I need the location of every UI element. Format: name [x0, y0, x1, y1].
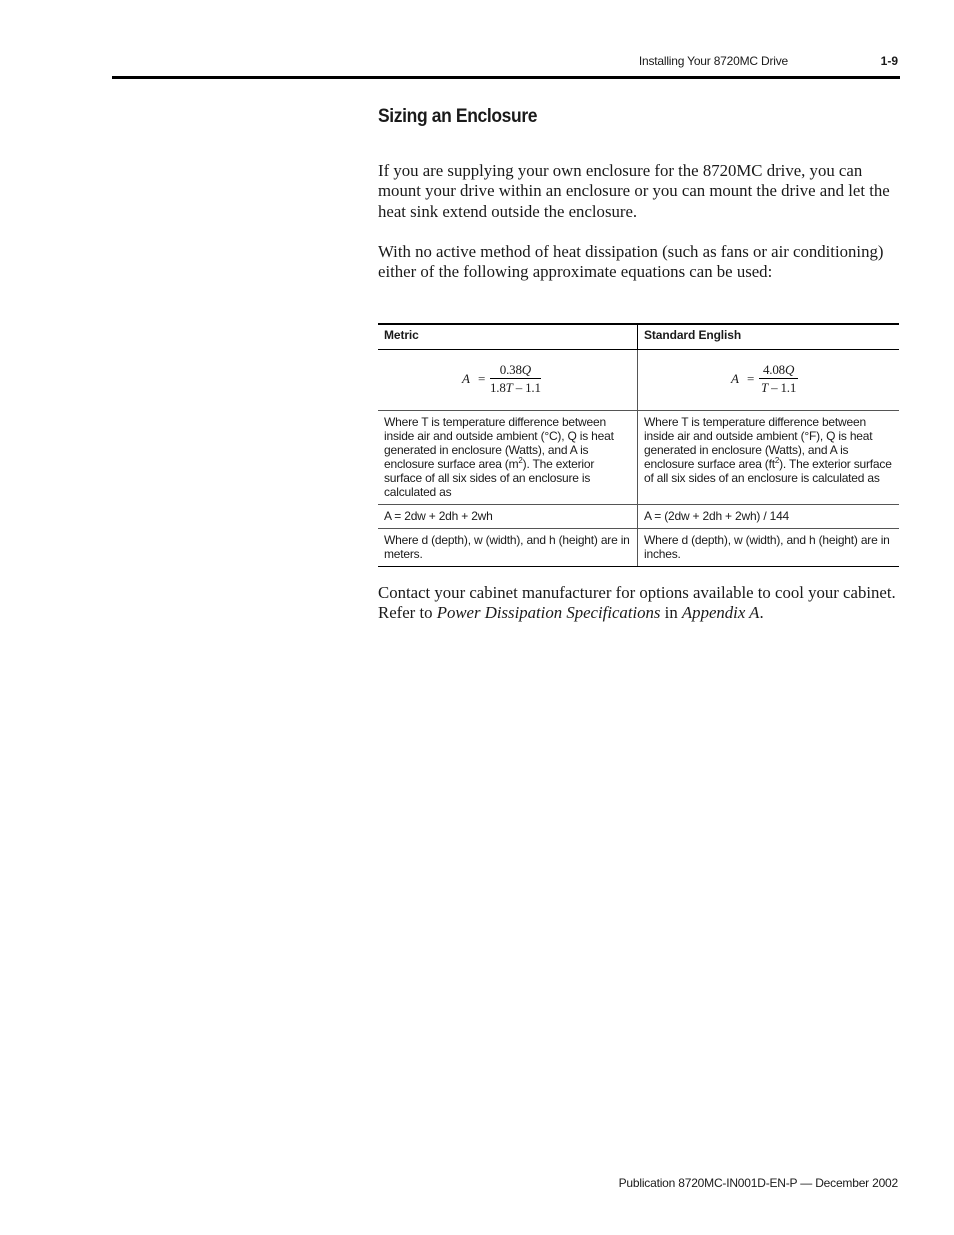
english-superscript: 2	[774, 456, 780, 465]
metric-fraction	[490, 362, 541, 395]
metric-numerator	[490, 362, 541, 379]
page-number: 1-9	[880, 54, 898, 68]
table-header-row	[378, 324, 899, 350]
formula-equals: =	[478, 371, 486, 386]
appendix-reference: Appendix A	[681, 603, 760, 623]
english-fraction	[759, 362, 798, 395]
formula-lhs: A	[731, 371, 739, 386]
header-metric: Metric	[378, 324, 638, 350]
metric-area-cell: A = 2dw + 2dh + 2wh	[378, 505, 638, 529]
english-numerator	[759, 362, 798, 379]
english-units-cell: Where d (depth), w (width), and h (height) are in inches.	[638, 529, 900, 567]
metric-units-cell: Where d (depth), w (width), and h (height) are in meters.	[378, 529, 638, 567]
formula-equals: =	[747, 371, 755, 386]
denominator-rest: – 1.1	[768, 380, 797, 395]
table-row	[378, 505, 899, 529]
metric-superscript: 2	[518, 456, 523, 465]
numerator-variable: Q	[521, 362, 531, 377]
english-denominator	[759, 379, 798, 395]
denominator-variable: T	[505, 380, 513, 395]
running-title: Installing Your 8720MC Drive	[638, 54, 788, 68]
metric-where-text: Where T is temperature difference between inside air and outside ambient (°C), Q is heat generated in enclosure (Watts), and A is enclosure surface area (m	[384, 415, 614, 471]
metric-denominator	[490, 379, 541, 395]
formula-lhs: A	[462, 371, 470, 386]
header-standard-english: Standard English	[638, 324, 900, 350]
english-where-text: Where T is temperature difference between inside air and outside ambient (°F), Q is heat generated in enclosure (Watts), and A is enclosure surface area (ft	[644, 415, 873, 471]
english-formula	[638, 350, 899, 410]
metric-where-cell	[378, 411, 638, 505]
metric-where-text-end: ). The exterior surface of all six sides of an enclosure is calculated as	[384, 457, 595, 499]
power-dissipation-reference: Power Dissipation Specifications	[436, 603, 661, 623]
english-where-cell	[638, 411, 900, 505]
denominator-coefficient: 1.8	[490, 380, 506, 395]
english-formula-cell	[638, 350, 900, 411]
contact-text-end: .	[759, 603, 764, 623]
metric-formula	[378, 350, 637, 410]
contact-text: Contact your cabinet manufacturer for options available to cool your cabinet. Refer to	[378, 583, 896, 623]
denominator-variable: T	[761, 380, 769, 395]
equations-paragraph: With no active method of heat dissipation (such as fans or air conditioning) either of the following approximate equations can be used:	[378, 242, 884, 282]
english-area-cell: A = (2dw + 2dh + 2wh) / 144	[638, 505, 900, 529]
metric-formula-cell	[378, 350, 638, 411]
page-header	[112, 52, 900, 79]
contact-text-mid: in	[660, 603, 682, 623]
table-row	[378, 411, 899, 505]
table-row	[378, 350, 899, 411]
contact-paragraph	[378, 583, 900, 624]
denominator-rest: – 1.1	[512, 380, 541, 395]
numerator-coefficient: 0.38	[499, 362, 522, 377]
numerator-coefficient: 4.08	[763, 362, 785, 377]
english-where-text-end: ). The exterior surface of all six sides of an enclosure is calculated as	[644, 457, 892, 485]
section-title: Sizing an Enclosure	[378, 106, 538, 127]
publication-footer: Publication 8720MC-IN001D-EN-P — December 2002	[618, 1176, 898, 1190]
intro-paragraph: If you are supplying your own enclosure for the 8720MC drive, you can mount your drive within an enclosure or you can mount the drive and let the heat sink extend outside the enclosure.	[378, 161, 890, 221]
table-row	[378, 529, 899, 567]
enclosure-equation-table	[378, 323, 899, 567]
numerator-variable: Q	[784, 362, 795, 377]
